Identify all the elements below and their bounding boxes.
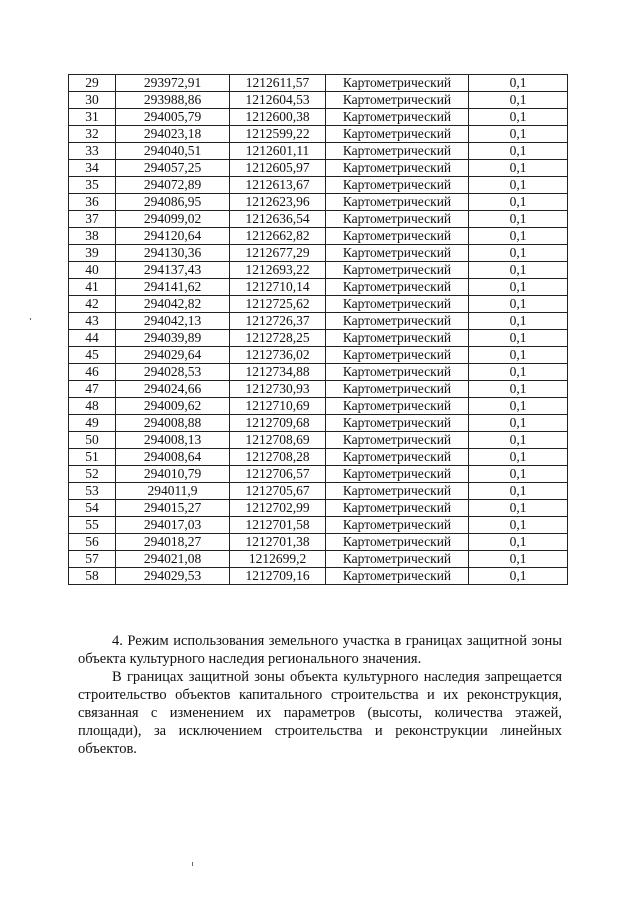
cell-x-coordinate: 294029,53 <box>116 568 230 585</box>
table-row <box>69 126 568 143</box>
cell-x-coordinate: 294008,88 <box>116 415 230 432</box>
cell-precision: 0,1 <box>469 143 568 160</box>
cell-x-coordinate: 294005,79 <box>116 109 230 126</box>
cell-x-coordinate: 294009,62 <box>116 398 230 415</box>
cell-x-coordinate: 294072,89 <box>116 177 230 194</box>
table-row <box>69 177 568 194</box>
cell-y-coordinate: 1212662,82 <box>230 228 326 245</box>
cell-precision: 0,1 <box>469 194 568 211</box>
cell-point-number: 38 <box>69 228 116 245</box>
table-row <box>69 551 568 568</box>
cell-precision: 0,1 <box>469 228 568 245</box>
cell-method: Картометрический <box>326 517 469 534</box>
cell-precision: 0,1 <box>469 109 568 126</box>
scan-artifact-left <box>30 318 31 320</box>
cell-method: Картометрический <box>326 568 469 585</box>
cell-x-coordinate: 294042,82 <box>116 296 230 313</box>
table-row <box>69 330 568 347</box>
cell-point-number: 58 <box>69 568 116 585</box>
cell-precision: 0,1 <box>469 517 568 534</box>
table-row <box>69 500 568 517</box>
cell-y-coordinate: 1212734,88 <box>230 364 326 381</box>
cell-precision: 0,1 <box>469 466 568 483</box>
cell-precision: 0,1 <box>469 211 568 228</box>
cell-point-number: 52 <box>69 466 116 483</box>
cell-x-coordinate: 293988,86 <box>116 92 230 109</box>
table-row <box>69 143 568 160</box>
cell-y-coordinate: 1212701,38 <box>230 534 326 551</box>
cell-method: Картометрический <box>326 296 469 313</box>
table-row <box>69 517 568 534</box>
cell-precision: 0,1 <box>469 449 568 466</box>
cell-y-coordinate: 1212709,68 <box>230 415 326 432</box>
cell-precision: 0,1 <box>469 279 568 296</box>
cell-y-coordinate: 1212708,28 <box>230 449 326 466</box>
cell-x-coordinate: 294057,25 <box>116 160 230 177</box>
cell-point-number: 53 <box>69 483 116 500</box>
cell-point-number: 30 <box>69 92 116 109</box>
cell-method: Картометрический <box>326 143 469 160</box>
cell-x-coordinate: 294015,27 <box>116 500 230 517</box>
table-row <box>69 466 568 483</box>
cell-method: Картометрический <box>326 534 469 551</box>
cell-method: Картометрический <box>326 228 469 245</box>
cell-method: Картометрический <box>326 245 469 262</box>
scan-artifact-bottom <box>192 862 193 866</box>
cell-y-coordinate: 1212710,69 <box>230 398 326 415</box>
cell-point-number: 47 <box>69 381 116 398</box>
cell-x-coordinate: 294008,13 <box>116 432 230 449</box>
cell-x-coordinate: 294028,53 <box>116 364 230 381</box>
cell-x-coordinate: 294010,79 <box>116 466 230 483</box>
cell-precision: 0,1 <box>469 75 568 92</box>
cell-method: Картометрический <box>326 415 469 432</box>
table-row <box>69 483 568 500</box>
cell-precision: 0,1 <box>469 177 568 194</box>
cell-precision: 0,1 <box>469 330 568 347</box>
cell-method: Картометрический <box>326 347 469 364</box>
table-row <box>69 381 568 398</box>
cell-precision: 0,1 <box>469 534 568 551</box>
cell-method: Картометрический <box>326 109 469 126</box>
cell-y-coordinate: 1212677,29 <box>230 245 326 262</box>
cell-method: Картометрический <box>326 194 469 211</box>
cell-method: Картометрический <box>326 466 469 483</box>
cell-point-number: 54 <box>69 500 116 517</box>
cell-precision: 0,1 <box>469 126 568 143</box>
cell-x-coordinate: 294120,64 <box>116 228 230 245</box>
cell-y-coordinate: 1212706,57 <box>230 466 326 483</box>
table-row <box>69 211 568 228</box>
cell-y-coordinate: 1212600,38 <box>230 109 326 126</box>
cell-point-number: 36 <box>69 194 116 211</box>
table-row <box>69 194 568 211</box>
table-row <box>69 228 568 245</box>
cell-precision: 0,1 <box>469 92 568 109</box>
cell-x-coordinate: 294018,27 <box>116 534 230 551</box>
cell-method: Картометрический <box>326 126 469 143</box>
cell-point-number: 46 <box>69 364 116 381</box>
cell-x-coordinate: 294029,64 <box>116 347 230 364</box>
cell-method: Картометрический <box>326 92 469 109</box>
cell-point-number: 32 <box>69 126 116 143</box>
cell-precision: 0,1 <box>469 313 568 330</box>
cell-point-number: 35 <box>69 177 116 194</box>
cell-method: Картометрический <box>326 279 469 296</box>
cell-x-coordinate: 294021,08 <box>116 551 230 568</box>
cell-point-number: 39 <box>69 245 116 262</box>
cell-y-coordinate: 1212736,02 <box>230 347 326 364</box>
table-row <box>69 432 568 449</box>
cell-precision: 0,1 <box>469 432 568 449</box>
cell-method: Картометрический <box>326 551 469 568</box>
cell-method: Картометрический <box>326 330 469 347</box>
cell-precision: 0,1 <box>469 296 568 313</box>
cell-method: Картометрический <box>326 432 469 449</box>
cell-y-coordinate: 1212693,22 <box>230 262 326 279</box>
cell-x-coordinate: 294130,36 <box>116 245 230 262</box>
cell-y-coordinate: 1212726,37 <box>230 313 326 330</box>
paragraph-land-use-regime: 4. Режим использования земельного участка в границах защитной зоны объекта культурного наследия регионального значения. <box>78 633 562 667</box>
cell-method: Картометрический <box>326 160 469 177</box>
cell-point-number: 50 <box>69 432 116 449</box>
cell-precision: 0,1 <box>469 347 568 364</box>
cell-precision: 0,1 <box>469 381 568 398</box>
cell-point-number: 41 <box>69 279 116 296</box>
coordinates-table-body <box>69 75 568 585</box>
cell-method: Картометрический <box>326 262 469 279</box>
cell-x-coordinate: 293972,91 <box>116 75 230 92</box>
cell-point-number: 55 <box>69 517 116 534</box>
cell-point-number: 45 <box>69 347 116 364</box>
cell-x-coordinate: 294099,02 <box>116 211 230 228</box>
cell-y-coordinate: 1212728,25 <box>230 330 326 347</box>
cell-y-coordinate: 1212605,97 <box>230 160 326 177</box>
cell-precision: 0,1 <box>469 398 568 415</box>
cell-method: Картометрический <box>326 211 469 228</box>
cell-point-number: 33 <box>69 143 116 160</box>
cell-point-number: 48 <box>69 398 116 415</box>
cell-precision: 0,1 <box>469 262 568 279</box>
cell-y-coordinate: 1212599,22 <box>230 126 326 143</box>
cell-point-number: 29 <box>69 75 116 92</box>
cell-x-coordinate: 294141,62 <box>116 279 230 296</box>
cell-y-coordinate: 1212636,54 <box>230 211 326 228</box>
table-row <box>69 534 568 551</box>
cell-y-coordinate: 1212708,69 <box>230 432 326 449</box>
table-row <box>69 109 568 126</box>
cell-point-number: 37 <box>69 211 116 228</box>
cell-method: Картометрический <box>326 500 469 517</box>
table-row <box>69 75 568 92</box>
cell-point-number: 31 <box>69 109 116 126</box>
paragraph-restrictions: В границах защитной зоны объекта культурного наследия запрещается строительство объектов капитального строительства и их реконструкция, связанная с изменением их параметров (высоты, количества этажей, площади), за исключением строительства и реконструкции линейных объектов. <box>78 669 562 757</box>
table-row <box>69 313 568 330</box>
cell-point-number: 49 <box>69 415 116 432</box>
cell-y-coordinate: 1212705,67 <box>230 483 326 500</box>
cell-method: Картометрический <box>326 483 469 500</box>
cell-x-coordinate: 294008,64 <box>116 449 230 466</box>
cell-point-number: 44 <box>69 330 116 347</box>
cell-precision: 0,1 <box>469 160 568 177</box>
cell-precision: 0,1 <box>469 551 568 568</box>
cell-x-coordinate: 294011,9 <box>116 483 230 500</box>
cell-x-coordinate: 294023,18 <box>116 126 230 143</box>
cell-y-coordinate: 1212709,16 <box>230 568 326 585</box>
cell-precision: 0,1 <box>469 245 568 262</box>
table-row <box>69 568 568 585</box>
cell-y-coordinate: 1212613,67 <box>230 177 326 194</box>
cell-precision: 0,1 <box>469 500 568 517</box>
cell-method: Картометрический <box>326 449 469 466</box>
cell-y-coordinate: 1212710,14 <box>230 279 326 296</box>
cell-y-coordinate: 1212702,99 <box>230 500 326 517</box>
cell-y-coordinate: 1212623,96 <box>230 194 326 211</box>
table-row <box>69 160 568 177</box>
cell-x-coordinate: 294042,13 <box>116 313 230 330</box>
cell-x-coordinate: 294024,66 <box>116 381 230 398</box>
cell-x-coordinate: 294039,89 <box>116 330 230 347</box>
cell-method: Картометрический <box>326 177 469 194</box>
cell-point-number: 56 <box>69 534 116 551</box>
table-row <box>69 262 568 279</box>
cell-x-coordinate: 294040,51 <box>116 143 230 160</box>
cell-point-number: 51 <box>69 449 116 466</box>
table-row <box>69 279 568 296</box>
cell-method: Картометрический <box>326 381 469 398</box>
cell-y-coordinate: 1212601,11 <box>230 143 326 160</box>
cell-point-number: 40 <box>69 262 116 279</box>
cell-method: Картометрический <box>326 75 469 92</box>
table-row <box>69 364 568 381</box>
cell-x-coordinate: 294137,43 <box>116 262 230 279</box>
cell-method: Картометрический <box>326 364 469 381</box>
cell-precision: 0,1 <box>469 483 568 500</box>
cell-y-coordinate: 1212611,57 <box>230 75 326 92</box>
cell-x-coordinate: 294017,03 <box>116 517 230 534</box>
cell-point-number: 43 <box>69 313 116 330</box>
cell-y-coordinate: 1212604,53 <box>230 92 326 109</box>
cell-y-coordinate: 1212725,62 <box>230 296 326 313</box>
table-row <box>69 347 568 364</box>
cell-point-number: 42 <box>69 296 116 313</box>
cell-y-coordinate: 1212701,58 <box>230 517 326 534</box>
coordinates-table <box>68 74 568 585</box>
table-row <box>69 449 568 466</box>
cell-point-number: 34 <box>69 160 116 177</box>
table-row <box>69 415 568 432</box>
table-row <box>69 398 568 415</box>
cell-precision: 0,1 <box>469 415 568 432</box>
table-row <box>69 92 568 109</box>
table-row <box>69 245 568 262</box>
cell-method: Картометрический <box>326 313 469 330</box>
cell-precision: 0,1 <box>469 568 568 585</box>
cell-precision: 0,1 <box>469 364 568 381</box>
cell-y-coordinate: 1212730,93 <box>230 381 326 398</box>
cell-method: Картометрический <box>326 398 469 415</box>
cell-y-coordinate: 1212699,2 <box>230 551 326 568</box>
table-row <box>69 296 568 313</box>
cell-x-coordinate: 294086,95 <box>116 194 230 211</box>
cell-point-number: 57 <box>69 551 116 568</box>
